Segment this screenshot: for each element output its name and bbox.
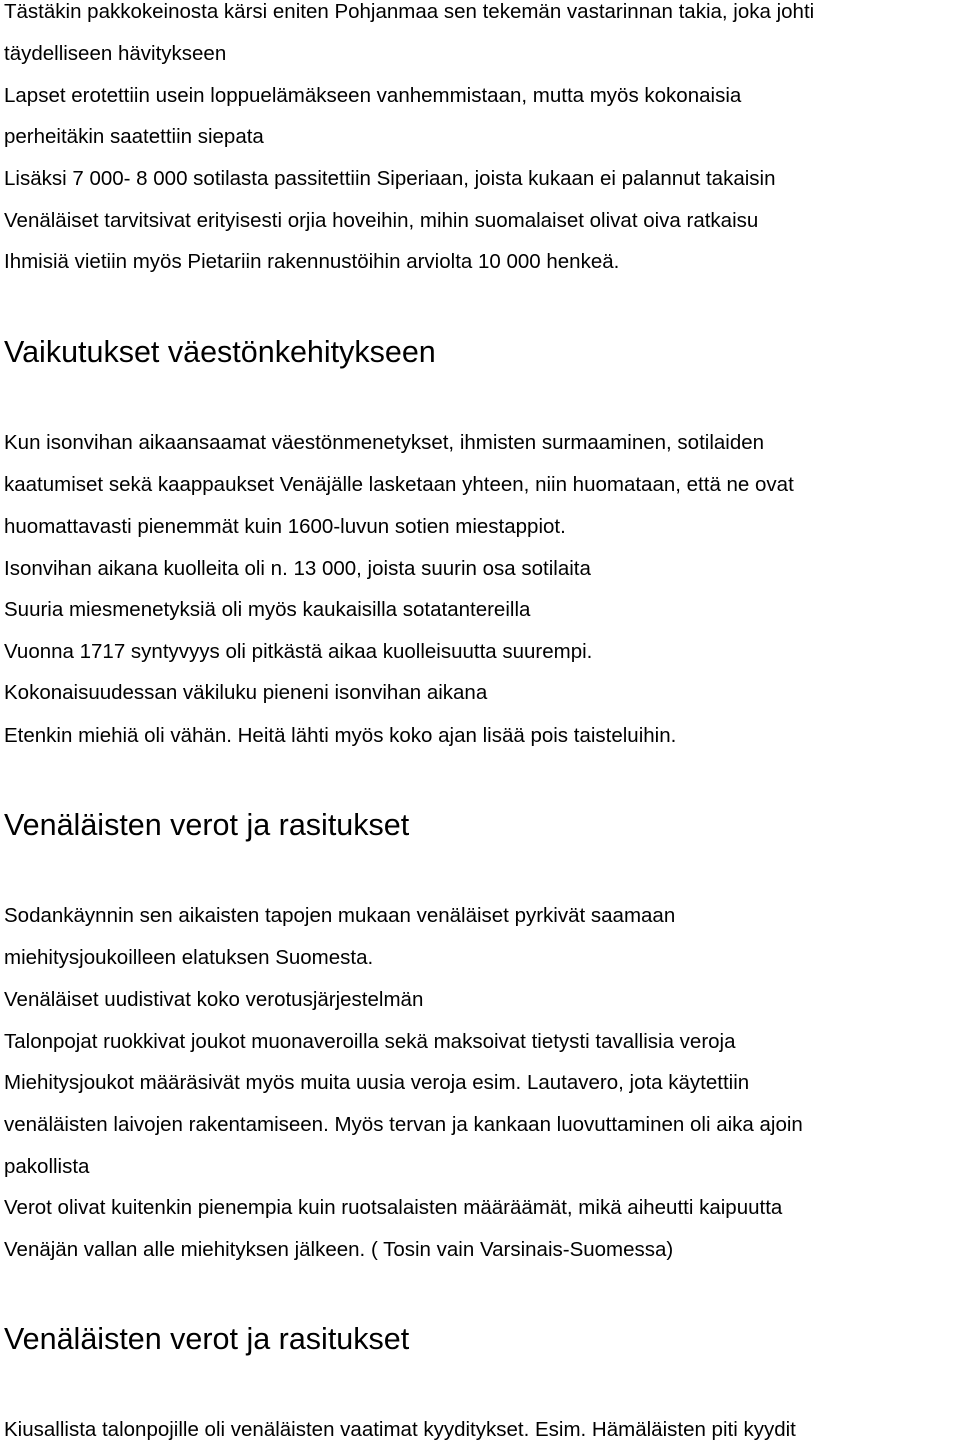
paragraph-line: Talonpojat ruokkivat joukot muonaveroilla sekä maksoivat tietysti tavallisia veroja bbox=[4, 1030, 736, 1053]
paragraph-line: Venäläiset tarvitsivat erityisesti orjia hoveihin, mihin suomalaiset olivat oiva ratkaisu bbox=[4, 209, 759, 232]
paragraph-line: Sodankäynnin sen aikaisten tapojen mukaan venäläiset pyrkivät saamaan bbox=[4, 904, 676, 927]
paragraph-line: venäläisten laivojen rakentamiseen. Myös tervan ja kankaan luovuttaminen oli aika ajoin bbox=[4, 1113, 803, 1136]
paragraph-line: Kiusallista talonpojille oli venäläisten vaatimat kyyditykset. Esim. Hämäläisten piti kyydit bbox=[4, 1418, 796, 1441]
paragraph-line: Venäläiset uudistivat koko verotusjärjestelmän bbox=[4, 988, 424, 1011]
paragraph-line: Lisäksi 7 000- 8 000 sotilasta passitettiin Siperiaan, joista kukaan ei palannut takaisin bbox=[4, 167, 776, 190]
paragraph-line: pakollista bbox=[4, 1155, 90, 1178]
paragraph-line: Isonvihan aikana kuolleita oli n. 13 000, joista suurin osa sotilaita bbox=[4, 557, 591, 580]
paragraph-line: huomattavasti pienemmät kuin 1600-luvun sotien miestappiot. bbox=[4, 515, 566, 538]
paragraph-line: miehitysjoukoilleen elatuksen Suomesta. bbox=[4, 946, 374, 969]
section-heading: Vaikutukset väestönkehitykseen bbox=[4, 335, 436, 369]
paragraph-line: kaatumiset sekä kaappaukset Venäjälle lasketaan yhteen, niin huomataan, että ne ovat bbox=[4, 473, 794, 496]
section-heading: Venäläisten verot ja rasitukset bbox=[4, 1322, 410, 1356]
paragraph-line: Kokonaisuudessan väkiluku pieneni isonvihan aikana bbox=[4, 681, 488, 704]
section-heading: Venäläisten verot ja rasitukset bbox=[4, 808, 410, 842]
paragraph-line: täydelliseen hävitykseen bbox=[4, 42, 227, 65]
paragraph-line: Kun isonvihan aikaansaamat väestönmenetykset, ihmisten surmaaminen, sotilaiden bbox=[4, 431, 765, 454]
paragraph-line: Tästäkin pakkokeinosta kärsi eniten Pohjanmaa sen tekemän vastarinnan takia, joka johti bbox=[4, 0, 815, 23]
paragraph-line: perheitäkin saatettiin siepata bbox=[4, 125, 264, 148]
paragraph-line: Suuria miesmenetyksiä oli myös kaukaisilla sotatantereilla bbox=[4, 598, 531, 621]
paragraph-line: Verot olivat kuitenkin pienempia kuin ruotsalaisten määräämät, mikä aiheutti kaipuutta bbox=[4, 1196, 783, 1219]
paragraph-line: Miehitysjoukot määräsivät myös muita uusia veroja esim. Lautavero, jota käytettiin bbox=[4, 1071, 750, 1094]
paragraph-line: Vuonna 1717 syntyvyys oli pitkästä aikaa kuolleisuutta suurempi. bbox=[4, 640, 593, 663]
paragraph-line: Etenkin miehiä oli vähän. Heitä lähti myös koko ajan lisää pois taisteluihin. bbox=[4, 724, 677, 747]
paragraph-line: Lapset erotettiin usein loppuelämäkseen vanhemmistaan, mutta myös kokonaisia bbox=[4, 84, 742, 107]
paragraph-line: Ihmisiä vietiin myös Pietariin rakennustöihin arviolta 10 000 henkeä. bbox=[4, 250, 620, 273]
paragraph-line: Venäjän vallan alle miehityksen jälkeen. ( Tosin vain Varsinais-Suomessa) bbox=[4, 1238, 674, 1261]
